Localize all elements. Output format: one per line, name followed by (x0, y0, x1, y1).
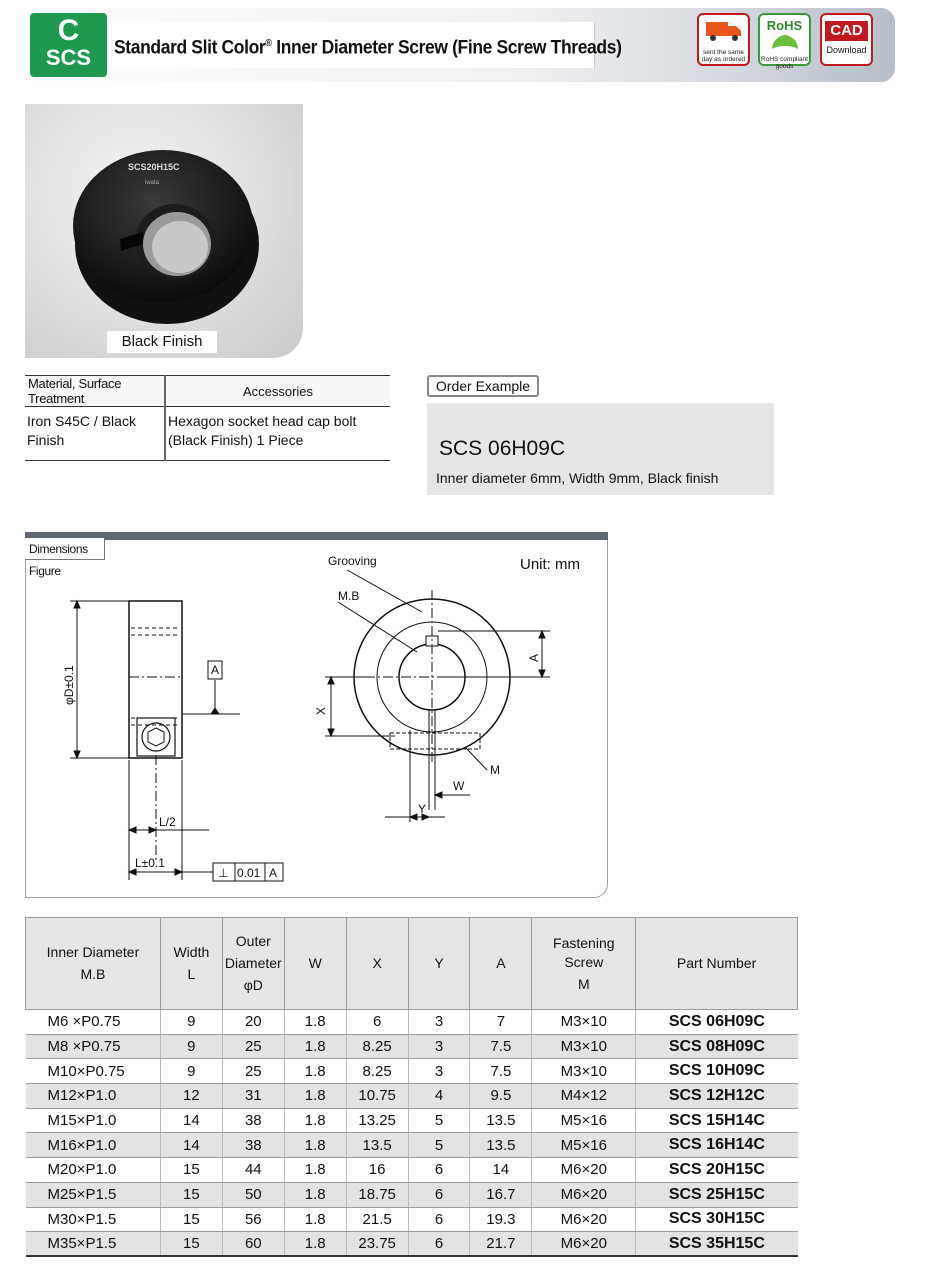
dimensions-tab: Dimensions Figure (25, 538, 105, 560)
m-label: M (490, 763, 500, 777)
spec-header-line: L (187, 966, 196, 982)
phi-d-label: φD±0.1 (62, 665, 76, 705)
spec-cell: 1.8 (284, 1084, 346, 1109)
spec-cell: 15 (160, 1182, 222, 1207)
spec-header-line: Diameter (224, 955, 282, 971)
x-dimension-label: X (314, 706, 328, 715)
spec-cell: 13.5 (470, 1133, 532, 1158)
spec-cell: 3 (408, 1010, 470, 1035)
table-row (26, 1084, 798, 1109)
series-logo (30, 13, 107, 77)
collar-stamp: SCS20H15C (128, 162, 180, 172)
part-number-cell: SCS 30H15C (636, 1207, 798, 1232)
spec-cell: 21.5 (346, 1207, 408, 1232)
spec-cell: 1.8 (284, 1010, 346, 1035)
spec-cell: 44 (222, 1158, 284, 1183)
accessories-header: Accessories (165, 376, 390, 407)
spec-cell: 1.8 (284, 1232, 346, 1257)
spec-header-line: Inner Diameter (46, 944, 140, 960)
spec-cell: 8.25 (346, 1059, 408, 1084)
part-number-cell: SCS 16H14C (636, 1133, 798, 1158)
spec-header-cell (408, 918, 470, 1010)
unit-label: Unit: mm (520, 556, 580, 573)
spec-header-cell (222, 918, 284, 1010)
shipping-caption: sent the same day as ordered (701, 49, 746, 63)
spec-cell: 5 (408, 1133, 470, 1158)
spec-cell: 10.75 (346, 1084, 408, 1109)
spec-cell: M16×P1.0 (26, 1133, 161, 1158)
datum-a-label: A (211, 663, 220, 677)
spec-header-row (26, 918, 798, 1010)
spec-table (25, 917, 798, 1257)
spec-cell: M6×20 (532, 1207, 636, 1232)
spec-cell: 23.75 (346, 1232, 408, 1257)
spec-cell: 4 (408, 1084, 470, 1109)
flatness-symbol: ⊥ (218, 866, 229, 880)
cad-caption: Download (826, 45, 867, 55)
spec-header-cell (160, 918, 222, 1010)
spec-header-line: Fastening Screw (553, 934, 615, 970)
part-number-cell: SCS 06H09C (636, 1010, 798, 1035)
table-row (26, 1059, 798, 1084)
spec-header-line: W (308, 955, 322, 971)
spec-cell: 6 (408, 1232, 470, 1257)
spec-cell: 25 (222, 1059, 284, 1084)
spec-cell: 9.5 (470, 1084, 532, 1109)
table-row (26, 1034, 798, 1059)
spec-cell: 38 (222, 1133, 284, 1158)
leaf-icon (768, 33, 802, 51)
spec-cell: 31 (222, 1084, 284, 1109)
spec-cell: 1.8 (284, 1133, 346, 1158)
spec-header-cell (470, 918, 532, 1010)
part-number-cell: SCS 20H15C (636, 1158, 798, 1183)
spec-cell: 7 (470, 1010, 532, 1035)
spec-cell: M30×P1.5 (26, 1207, 161, 1232)
spec-cell: 9 (160, 1059, 222, 1084)
spec-cell: M15×P1.0 (26, 1108, 161, 1133)
shaft-collar-image (25, 104, 303, 358)
spec-cell: 1.8 (284, 1158, 346, 1183)
order-example-tab: Order Example (427, 375, 539, 397)
spec-cell: M10×P0.75 (26, 1059, 161, 1084)
spec-cell: 6 (408, 1158, 470, 1183)
spec-cell: 9 (160, 1010, 222, 1035)
spec-cell: 50 (222, 1182, 284, 1207)
spec-cell: 6 (408, 1207, 470, 1232)
truck-icon (704, 18, 744, 44)
spec-cell: 3 (408, 1034, 470, 1059)
material-header: Material, Surface Treatment (25, 376, 165, 407)
spec-cell: 1.8 (284, 1182, 346, 1207)
part-number-cell: SCS 12H12C (636, 1084, 798, 1109)
spec-cell: 60 (222, 1232, 284, 1257)
spec-cell: 13.5 (346, 1133, 408, 1158)
product-photo (25, 104, 303, 358)
table-row (26, 1207, 798, 1232)
table-row (26, 1010, 798, 1035)
rohs-title: RoHS (766, 18, 803, 33)
spec-cell: 56 (222, 1207, 284, 1232)
l-tolerance-label: L±0.1 (135, 856, 165, 870)
spec-cell: 8.25 (346, 1034, 408, 1059)
logo-letter: C (57, 14, 80, 47)
spec-cell: 1.8 (284, 1034, 346, 1059)
collar-brand: iwata (145, 180, 160, 186)
rohs-caption: RoHS compliant goods (761, 56, 808, 70)
dimensions-topbar (25, 532, 608, 540)
spec-cell: 1.8 (284, 1059, 346, 1084)
page-title: Standard Slit Color® Inner Diameter Screw (Fine Screw Threads) (114, 37, 622, 59)
same-day-shipping-badge[interactable] (697, 13, 750, 66)
spec-cell: M35×P1.5 (26, 1232, 161, 1257)
grooving-label: Grooving (328, 554, 377, 568)
spec-cell: 20 (222, 1010, 284, 1035)
spec-header-cell (284, 918, 346, 1010)
table-row (26, 1232, 798, 1257)
order-example-code: SCS 06H09C (439, 437, 566, 460)
spec-cell: 16 (346, 1158, 408, 1183)
spec-header-cell (532, 918, 636, 1010)
spec-header-line: M.B (80, 966, 106, 982)
spec-header-cell (346, 918, 408, 1010)
spec-cell: 7.5 (470, 1059, 532, 1084)
spec-cell: M6 ×P0.75 (26, 1010, 161, 1035)
spec-body (26, 1010, 798, 1257)
side-view (62, 601, 283, 881)
spec-header-cell (26, 918, 161, 1010)
spec-cell: M3×10 (532, 1010, 636, 1035)
w-label: W (453, 779, 465, 793)
spec-cell: M3×10 (532, 1034, 636, 1059)
part-number-cell: SCS 08H09C (636, 1034, 798, 1059)
spec-cell: M6×20 (532, 1158, 636, 1183)
table-row (26, 1108, 798, 1133)
spec-cell: 25 (222, 1034, 284, 1059)
spec-cell: M5×16 (532, 1108, 636, 1133)
y-label: Y (418, 802, 427, 816)
spec-cell: 21.7 (470, 1232, 532, 1257)
half-l-label: L/2 (159, 815, 176, 829)
spec-cell: 13.5 (470, 1108, 532, 1133)
spec-cell: 1.8 (284, 1108, 346, 1133)
spec-header-line: φD (243, 977, 263, 993)
spec-cell: 1.8 (284, 1207, 346, 1232)
spec-cell: M25×P1.5 (26, 1182, 161, 1207)
spec-header-line: A (496, 955, 506, 971)
spec-header-line: X (372, 955, 382, 971)
table-row (26, 1133, 798, 1158)
spec-cell: 16.7 (470, 1182, 532, 1207)
material-table (25, 375, 390, 461)
front-view (314, 554, 550, 822)
spec-header-line: Width (173, 944, 210, 960)
spec-header-cell (636, 918, 798, 1010)
spec-cell: M4×12 (532, 1084, 636, 1109)
part-number-cell: SCS 35H15C (636, 1232, 798, 1257)
spec-cell: 38 (222, 1108, 284, 1133)
accessories-value: Hexagon socket head cap bolt (Black Finish) 1 Piece (165, 407, 390, 461)
a-dimension-label: A (527, 653, 541, 662)
spec-header-line: Part Number (676, 955, 757, 971)
flatness-value: 0.01 (237, 866, 261, 880)
spec-cell: M6×20 (532, 1232, 636, 1257)
material-value: Iron S45C / Black Finish (25, 407, 165, 461)
spec-header-line: Y (434, 955, 444, 971)
finish-caption: Black Finish (107, 331, 217, 353)
spec-cell: M20×P1.0 (26, 1158, 161, 1183)
spec-cell: 19.3 (470, 1207, 532, 1232)
logo-code: SCS (45, 45, 92, 70)
spec-cell: 7.5 (470, 1034, 532, 1059)
part-number-cell: SCS 10H09C (636, 1059, 798, 1084)
cad-title: CAD (825, 21, 868, 41)
mb-label: M.B (338, 589, 360, 603)
table-row (26, 1182, 798, 1207)
spec-cell: M5×16 (532, 1133, 636, 1158)
spec-cell: 15 (160, 1207, 222, 1232)
spec-header-line: M (577, 975, 590, 992)
spec-cell: 15 (160, 1158, 222, 1183)
spec-header-line: Outer (235, 933, 271, 949)
spec-cell: 6 (346, 1010, 408, 1035)
spec-cell: 14 (470, 1158, 532, 1183)
part-number-cell: SCS 15H14C (636, 1108, 798, 1133)
spec-cell: 15 (160, 1232, 222, 1257)
flatness-reference: A (269, 866, 278, 880)
spec-cell: 13.25 (346, 1108, 408, 1133)
spec-cell: 14 (160, 1133, 222, 1158)
table-row (26, 1158, 798, 1183)
spec-cell: 9 (160, 1034, 222, 1059)
rohs-badge (758, 13, 811, 70)
spec-cell: 12 (160, 1084, 222, 1109)
part-number-cell: SCS 25H15C (636, 1182, 798, 1207)
spec-cell: 3 (408, 1059, 470, 1084)
spec-cell: 18.75 (346, 1182, 408, 1207)
order-example-description: Inner diameter 6mm, Width 9mm, Black finish (436, 470, 719, 486)
spec-cell: 5 (408, 1108, 470, 1133)
spec-cell: 6 (408, 1182, 470, 1207)
spec-cell: M6×20 (532, 1182, 636, 1207)
spec-cell: 14 (160, 1108, 222, 1133)
cad-download-badge[interactable] (820, 13, 873, 66)
spec-cell: M3×10 (532, 1059, 636, 1084)
spec-cell: M12×P1.0 (26, 1084, 161, 1109)
spec-cell: M8 ×P0.75 (26, 1034, 161, 1059)
dimensions-drawing (25, 540, 605, 895)
